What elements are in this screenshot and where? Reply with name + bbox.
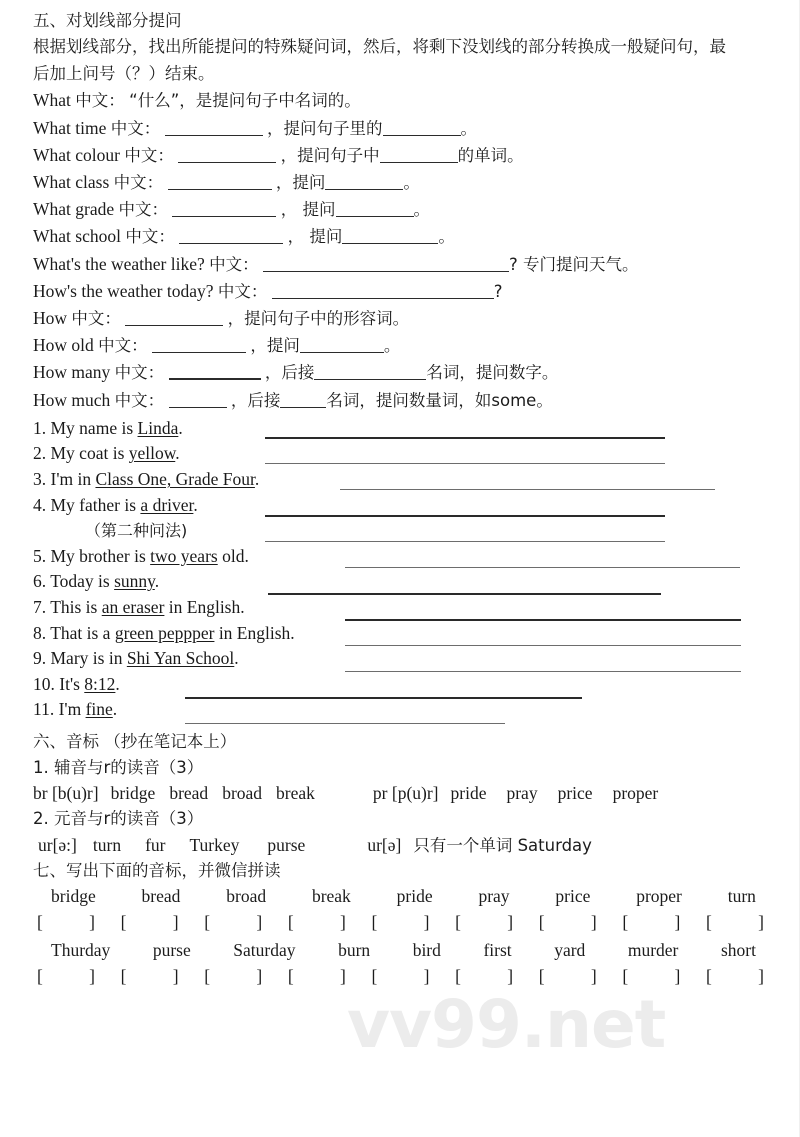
word: broad xyxy=(222,783,263,804)
section-five-instructions: 根据划线部分，找出所能提问的特殊疑问词，然后，将剩下没划线的部分转换成一般疑问句，最后加上问号（？）结束。 xyxy=(33,37,726,83)
item-text-end: . xyxy=(178,417,183,438)
pattern-row-whats-the-weather-like xyxy=(33,251,799,278)
pattern-text: ，提问句子中 xyxy=(280,145,380,165)
answer-blank[interactable] xyxy=(168,175,272,190)
answer-blank[interactable] xyxy=(336,202,414,217)
pattern-label: 中文： xyxy=(125,227,175,247)
pattern-english: What xyxy=(33,90,71,111)
phonetic-answer-bracket[interactable] xyxy=(204,964,262,989)
pattern-text: ，提问 xyxy=(250,336,300,356)
section-seven-heading: 七、写出下面的音标，并微信拼读 xyxy=(33,860,281,880)
item-text: My name is xyxy=(50,417,138,438)
word: broad xyxy=(226,885,267,906)
item-underlined: sunny xyxy=(114,571,155,592)
word: pride xyxy=(450,783,487,804)
phonetic-answer-bracket[interactable] xyxy=(121,964,179,989)
word: yard xyxy=(554,939,586,960)
word: murder xyxy=(627,939,679,960)
exercise-item xyxy=(33,441,799,467)
pattern-row-how-old xyxy=(33,332,799,359)
pattern-english: What school xyxy=(33,226,121,247)
word: first xyxy=(483,939,512,960)
item-number: 7. xyxy=(33,596,47,617)
answer-line[interactable] xyxy=(185,723,505,724)
item-underlined: green peppper xyxy=(114,622,215,643)
pattern-text: ，提问句子里的 xyxy=(267,118,383,138)
item-text: My brother is xyxy=(50,545,151,566)
phonetic-answer-bracket[interactable] xyxy=(539,910,597,935)
phonetic-row-consonant-r xyxy=(33,781,799,806)
pattern-text: ，后接 xyxy=(264,363,315,383)
word: bridge xyxy=(51,885,96,906)
exercise-item xyxy=(33,697,799,723)
phonetic-answer-bracket[interactable] xyxy=(372,910,430,935)
phonetic-answer-bracket[interactable] xyxy=(539,964,597,989)
answer-blank[interactable] xyxy=(178,148,276,163)
answer-blank[interactable] xyxy=(263,257,509,272)
answer-blank[interactable] xyxy=(169,393,227,408)
pattern-tail: 。 xyxy=(413,200,431,220)
item-text: Today is xyxy=(50,571,115,592)
word-grid-row-1 xyxy=(33,884,768,909)
answer-blank[interactable] xyxy=(280,393,326,408)
word: Thurday xyxy=(51,939,111,960)
word: bread xyxy=(169,783,209,804)
section-five-heading: 五、对划线部分提问 xyxy=(33,11,182,30)
item-number: 5. xyxy=(33,545,47,566)
pattern-row-what-time xyxy=(33,115,799,142)
pattern-text: ， 提问 xyxy=(287,227,343,247)
pattern-row-hows-the-weather-today xyxy=(33,278,799,305)
item-text: Mary is in xyxy=(50,648,127,669)
phonetic-answer-bracket[interactable] xyxy=(455,910,513,935)
item-text-end: in English. xyxy=(214,622,295,643)
pattern-label: 中文： xyxy=(217,281,268,301)
pattern-tail: 名词，提问数量词，如some。 xyxy=(326,390,553,410)
word: turn xyxy=(727,885,756,906)
item-text-end: . xyxy=(175,443,180,464)
pattern-english: How's the weather today? xyxy=(33,280,214,301)
answer-blank[interactable] xyxy=(380,148,458,163)
word: break xyxy=(276,783,315,804)
word: price xyxy=(555,885,591,906)
exercise-item xyxy=(33,646,799,672)
pattern-english: How many xyxy=(33,362,111,383)
phonetic-answer-bracket[interactable] xyxy=(706,910,764,935)
word: turn xyxy=(92,834,122,855)
pattern-label: 中文： xyxy=(209,254,259,274)
word: Saturday xyxy=(233,939,296,960)
answer-blank[interactable] xyxy=(179,229,283,244)
pattern-english: How xyxy=(33,308,68,329)
word: purse xyxy=(267,834,306,855)
item-text: This is xyxy=(50,596,102,617)
bracket-grid-row-2 xyxy=(33,964,768,989)
pattern-english: How much xyxy=(33,389,111,410)
word: price xyxy=(557,783,593,804)
item-text: It's xyxy=(59,673,85,694)
answer-blank[interactable] xyxy=(152,338,246,353)
item-text-end: old. xyxy=(217,545,249,566)
pattern-row-what xyxy=(33,87,799,114)
item-number: 4. xyxy=(33,494,47,515)
word: pray xyxy=(506,783,538,804)
answer-blank[interactable] xyxy=(314,365,426,380)
item-underlined: 8:12 xyxy=(84,673,116,694)
exercise-item xyxy=(33,467,799,493)
pattern-text: ? 专门提问天气。 xyxy=(509,254,639,274)
pattern-tail: 的单词。 xyxy=(457,145,524,165)
word: Turkey xyxy=(189,834,240,855)
phonetic-answer-bracket[interactable] xyxy=(622,964,680,989)
pattern-english: What class xyxy=(33,172,110,192)
exercise-item xyxy=(33,416,799,442)
item-text-end: . xyxy=(254,469,260,490)
pattern-label: 中文： xyxy=(124,145,174,165)
section-six-sub2: 2. 元音与r的读音（3） xyxy=(33,809,204,829)
phonetic-answer-bracket[interactable] xyxy=(37,910,95,935)
pattern-row-what-colour xyxy=(33,142,799,169)
phonetic-answer-bracket[interactable] xyxy=(288,964,346,989)
word: fur xyxy=(145,834,166,855)
word: proper xyxy=(636,885,682,906)
answer-blank[interactable] xyxy=(165,121,263,136)
item-underlined: Shi Yan School xyxy=(126,648,235,669)
exercise-item xyxy=(33,595,799,621)
pattern-text: ， 提问 xyxy=(280,200,336,220)
exercise-item xyxy=(33,621,799,647)
exercise-list xyxy=(33,416,799,723)
item-underlined: Linda xyxy=(137,417,179,438)
item-underlined: yellow xyxy=(128,443,176,464)
word: proper xyxy=(612,783,659,804)
phonetic-answer-bracket[interactable] xyxy=(372,964,430,989)
section-six-sub1: 1. 辅音与r的读音（3） xyxy=(33,758,204,778)
pattern-label: 中文： xyxy=(114,363,165,383)
pattern-row-how-many xyxy=(33,359,799,386)
pattern-label: 中文： xyxy=(98,336,148,356)
item-number: 11. xyxy=(33,699,55,720)
word: bird xyxy=(412,939,441,960)
phonetic-row-vowel-r xyxy=(33,833,799,858)
answer-blank[interactable] xyxy=(172,202,276,217)
phonetic-answer-bracket[interactable] xyxy=(622,910,680,935)
item-number: 2. xyxy=(33,443,47,464)
section-six-heading: 六、音标 （抄在笔记本上） xyxy=(33,731,237,751)
pattern-english: What grade xyxy=(33,199,115,220)
pattern-english: What time xyxy=(33,117,107,138)
pattern-label: 中文： xyxy=(118,200,169,220)
phonetic-answer-bracket[interactable] xyxy=(37,964,95,989)
item-text: I'm xyxy=(58,699,86,720)
word: burn xyxy=(338,939,371,960)
pattern-tail: 。 xyxy=(438,227,455,247)
phonetic-symbol-ur-short: ur[ə] xyxy=(367,834,402,855)
item-number: 3. xyxy=(33,469,47,490)
phonetic-answer-bracket[interactable] xyxy=(455,964,513,989)
answer-blank[interactable] xyxy=(300,338,384,353)
pattern-row-what-grade xyxy=(33,196,799,223)
pattern-label: 中文： xyxy=(75,91,125,111)
item-text-end: . xyxy=(234,648,239,669)
pattern-label: 中文： xyxy=(114,390,165,410)
item-underlined: a driver xyxy=(140,494,194,515)
exercise-note: （第二种问法) xyxy=(85,521,188,541)
word: bridge xyxy=(110,783,156,804)
word-grid-row-2 xyxy=(33,938,768,963)
answer-blank[interactable] xyxy=(169,364,261,380)
item-text-end: . xyxy=(193,494,198,515)
pattern-tail: 。 xyxy=(403,173,420,192)
answer-blank[interactable] xyxy=(272,284,494,299)
item-text-end: . xyxy=(112,699,118,720)
exercise-item xyxy=(33,493,799,519)
phonetic-answer-bracket[interactable] xyxy=(204,910,262,935)
item-text: My coat is xyxy=(50,443,129,464)
item-text: My father is xyxy=(50,494,141,515)
item-text: I'm in xyxy=(50,469,96,490)
answer-blank[interactable] xyxy=(383,121,461,136)
item-text-end: . xyxy=(115,673,120,694)
word: pray xyxy=(478,885,510,906)
pattern-text: ，提问句子中的形容词。 xyxy=(227,309,410,329)
pattern-row-what-school xyxy=(33,223,799,250)
exercise-item xyxy=(33,672,799,698)
item-text-end: . xyxy=(154,571,160,592)
item-underlined: Class One, Grade Four xyxy=(95,469,255,490)
word: purse xyxy=(152,939,191,960)
item-underlined: fine xyxy=(85,699,113,720)
pattern-row-what-class xyxy=(33,169,799,196)
phonetic-symbol-ur-long: ur[ə:] xyxy=(38,834,77,855)
item-text-end: in English. xyxy=(164,596,245,617)
answer-blank[interactable] xyxy=(125,311,223,326)
pattern-row-how xyxy=(33,305,799,332)
phonetic-answer-bracket[interactable] xyxy=(121,910,179,935)
pattern-text: ，提问 xyxy=(275,173,326,192)
pattern-tail: 。 xyxy=(460,118,478,138)
phonetic-answer-bracket[interactable] xyxy=(706,964,764,989)
pattern-label: 中文： xyxy=(110,118,161,138)
pattern-text: ? xyxy=(493,281,503,301)
item-number: 9. xyxy=(33,648,47,669)
item-number: 10. xyxy=(33,673,55,694)
pattern-text: “什么”，是提问句子中名词的。 xyxy=(129,91,361,111)
phonetic-answer-bracket[interactable] xyxy=(288,910,346,935)
phonetic-symbol-br: br [b(u)r] xyxy=(33,783,99,804)
word: pride xyxy=(396,885,433,906)
pattern-text: ，后接 xyxy=(230,390,281,410)
answer-blank[interactable] xyxy=(325,175,403,190)
pattern-english: What colour xyxy=(33,144,120,165)
item-number: 1. xyxy=(33,417,47,438)
answer-blank[interactable] xyxy=(342,229,438,244)
item-number: 8. xyxy=(33,622,47,643)
word: short xyxy=(720,939,756,960)
item-underlined: two years xyxy=(150,545,218,566)
site-watermark: vv99.net xyxy=(347,986,666,1063)
exercise-item xyxy=(33,544,799,570)
pattern-tail: 。 xyxy=(383,336,401,356)
word: bread xyxy=(141,885,181,906)
pattern-english: What's the weather like? xyxy=(33,253,205,274)
pattern-english: How old xyxy=(33,335,94,356)
item-number: 6. xyxy=(33,571,47,592)
item-text: That is a xyxy=(50,622,115,643)
pattern-label: 中文： xyxy=(113,173,164,192)
pattern-tail: 名词，提问数字。 xyxy=(426,363,559,383)
phonetic-note: 只有一个单词 Saturday xyxy=(413,835,592,855)
phonetic-symbol-pr: pr [p(u)r] xyxy=(372,783,439,804)
bracket-grid-row-1 xyxy=(33,910,768,935)
word: break xyxy=(311,885,351,906)
item-underlined: an eraser xyxy=(101,596,165,617)
pattern-label: 中文： xyxy=(71,309,121,329)
pattern-row-how-much xyxy=(33,387,799,414)
exercise-item xyxy=(33,569,799,595)
